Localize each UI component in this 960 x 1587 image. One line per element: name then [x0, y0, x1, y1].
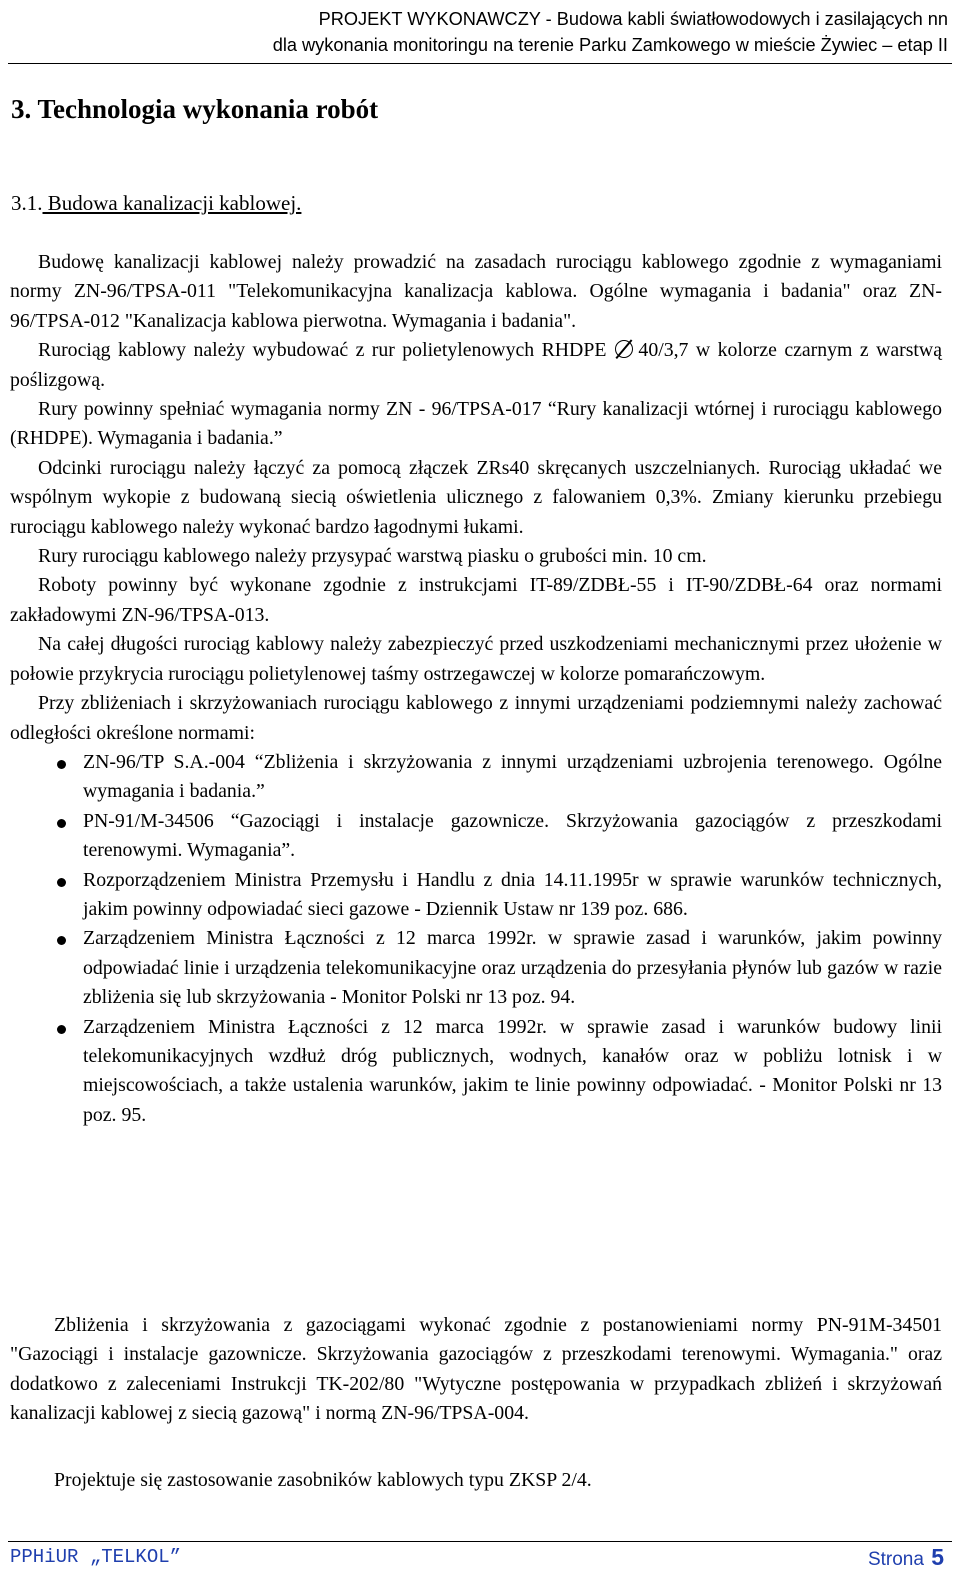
page-number: 5	[931, 1544, 944, 1570]
body-text	[10, 248, 942, 1130]
page-header	[273, 6, 948, 58]
footer-page	[868, 1545, 944, 1572]
diameter-icon	[614, 339, 634, 359]
bullet-icon	[57, 878, 66, 887]
bullet-icon	[57, 936, 66, 945]
subsection-number: 3.1.	[11, 191, 43, 215]
list-item	[10, 924, 942, 1012]
paragraph-pipe-material-a: Rurociąg kablowy należy wybudować z rur polietylenowych RHDPE	[38, 339, 607, 362]
paragraph-clearances: Przy zbliżeniach i skrzyżowaniach rurociągu kablowego z innymi urządzeniami podziemnymi należy zachować odległości określone normami:	[10, 692, 942, 744]
paragraph-cable-boxes: Projektuje się zastosowanie zasobników kablowych typu ZKSP 2/4.	[54, 1469, 592, 1491]
norm-text: Zarządzeniem Ministra Łączności z 12 marca 1992r. w sprawie zasad i warunków, jakim powinny odpowiadać linie i urządzenia telekomunikacyjne oraz urządzenia do przesyłania płynów lub gazów w razie zbliżenia się lub skrzyżowania - Monitor Polski nr 13 poz. 94.	[83, 927, 942, 1009]
subsection-title	[11, 189, 301, 217]
closing-text	[10, 1311, 942, 1429]
footer-page-label: Strona	[867, 1549, 924, 1570]
header-rule	[8, 63, 952, 64]
list-item	[10, 748, 942, 807]
bullet-icon	[57, 1025, 66, 1034]
bullet-icon	[57, 819, 66, 828]
norm-text: Rozporządzeniem Ministra Przemysłu i Handlu z dnia 14.11.1995r w sprawie warunków technicznych, jakim powinny odpowiadać sieci gazowe - Dziennik Ustaw nr 139 poz. 686.	[83, 868, 942, 920]
footer-company: PPHiUR „TELKOL”	[10, 1546, 182, 1568]
paragraph-pipe-requirements: Rury powinny spełniać wymagania normy ZN - 96/TPSA-017 “Rury kanalizacji wtórnej i rurociągu kablowego (RHDPE). Wymagania i badania.”	[10, 398, 942, 450]
paragraph-sand: Rury rurociągu kablowego należy przysypać warstwą piasku o grubości min. 10 cm.	[38, 545, 707, 568]
paragraph-instructions: Roboty powinny być wykonane zgodnie z instrukcjami IT-89/ZDBŁ-55 i IT-90/ZDBŁ-64 oraz normami zakładowymi ZN-96/TPSA-013.	[10, 574, 942, 626]
footer-rule	[8, 1541, 952, 1542]
norms-list	[10, 748, 942, 1130]
paragraph-pipe-material	[10, 336, 942, 395]
subsection-title-text: Budowa kanalizacji kablowej.	[42, 191, 302, 215]
list-item	[10, 807, 942, 866]
section-title: 3. Technologia wykonania robót	[11, 94, 379, 124]
paragraph-pipe-material-b: 40/3,7 w kolorze czarnym z warstwą poślizgową.	[10, 339, 942, 391]
paragraph-gas-crossings: Zbliżenia i skrzyżowania z gazociągami wykonać zgodnie z postanowieniami normy PN-91M-34501 "Gazociągi i instalacje gazownicze. Skrzyżowania gazociągów z przeszkodami terenowymi. Wymagania." oraz dodatkowo z zaleceniami Instrukcji TK-202/80 "Wytyczne postępowania w przypadkach zbliżeń i skrzyżowań kanalizacji kablowej z siecią gazową" i normą ZN-96/TPSA-004.	[10, 1314, 942, 1425]
norm-text: Zarządzeniem Ministra Łączności z 12 marca 1992r. w sprawie zasad i warunków budowy linii telekomunikacyjnych wzdłuż dróg publicznych, wodnych, kanałów oraz w pobliżu lotnisk i w miejscowościach, a także ustalenia warunków, jakim te linie powinny odpowiadać. - Monitor Polski nr 13 poz. 95.	[83, 1015, 942, 1126]
header-line-2: dla wykonania monitoringu na terenie Parku Zamkowego w mieście Żywiec – etap II	[272, 35, 948, 55]
bullet-icon	[57, 760, 66, 769]
header-line-1: PROJEKT WYKONAWCZY - Budowa kabli światłowodowych i zasilających nn	[318, 9, 948, 29]
list-item	[10, 1013, 942, 1131]
paragraph-protection: Na całej długości rurociąg kablowy należy zabezpieczyć przed uszkodzeniami mechanicznymi przez ułożenie w połowie przykrycia rurociągu polietylenowej taśmy ostrzegawczej w kolorze pomarańczowym.	[10, 633, 942, 685]
paragraph-intro: Budowę kanalizacji kablowej należy prowadzić na zasadach rurociągu kablowego zgodnie z wymaganiami normy ZN-96/TPSA-011 "Telekomunikacyjna kanalizacja kablowa. Ogólne wymagania i badania" oraz ZN-96/TPSA-012 "Kanalizacja kablowa pierwotna. Wymagania i badania".	[10, 251, 942, 332]
list-item	[10, 866, 942, 925]
norm-text: ZN-96/TP S.A.-004 “Zbliżenia i skrzyżowania z innymi urządzeniami uzbrojenia terenowego. Ogólne wymagania i badania.”	[83, 750, 942, 803]
paragraph-joints: Odcinki rurociągu należy łączyć za pomocą złączek ZRs40 skręcanych uszczelnianych. Rurociąg układać we wspólnym wykopie z budowaną siecią oświetlenia ulicznego z falowaniem 0,3%. Zmiany kierunku przebiegu rurociągu kablowego należy wykonać bardzo łagodnymi łukami.	[10, 456, 942, 538]
norm-text: PN-91/M-34506 “Gazociągi i instalacje gazownicze. Skrzyżowania gazociągów z przeszkodami terenowymi. Wymagania”.	[83, 809, 942, 862]
